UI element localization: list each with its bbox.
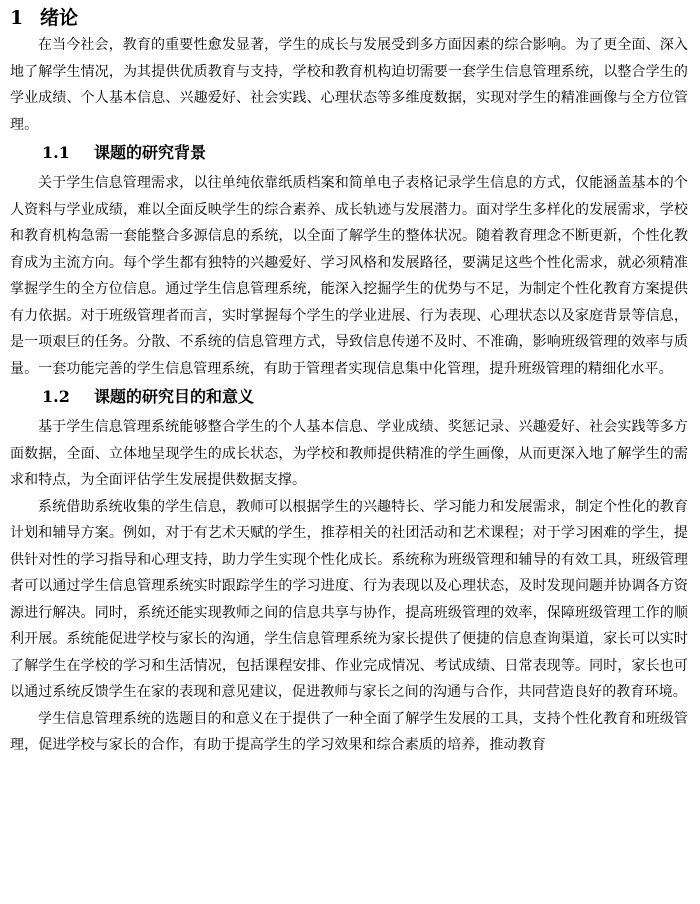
section-1-2-paragraph: 基于学生信息管理系统能够整合学生的个人基本信息、学业成绩、奖惩记录、兴趣爱好、社会实践等多方面数据，全面、立体地呈现学生的成长状态，为学校和教师提供精准的学生画像，从而更深入地了解学生的需求和特点，为全面评估学生发展提供数据支撑。 [10,419,688,488]
section-number-1-2: 1.2 [42,387,70,406]
section-number-1-1: 1.1 [42,143,70,162]
chapter-title: 绪论 [40,7,79,29]
section-title-1-2: 课题的研究目的和意义 [94,387,255,406]
section-heading-1-1 [42,140,688,166]
section-1-2-paragraph: 系统借助系统收集的学生信息，教师可以根据学生的兴趣特长、学习能力和发展需求，制定个性化的教育计划和辅导方案。例如，对于有艺术天赋的学生，推荐相关的社团活动和艺术课程；对于学习困难的学生，提供针对性的学习指导和心理支持，助力学生实现个性化成长。系统称为班级管理和辅导的有效工具，班级管理者可以通过学生信息管理系统实时跟踪学生的学习进度、行为表现以及心理状态，及时发现问题并协调各方资源进行解决。同时，系统还能实现教师之间的信息共享与协作，提高班级管理的效率，保障班级管理工作的顺利开展。系统能促进学校与家长的沟通，学生信息管理系统为家长提供了便捷的信息查询渠道，家长可以实时了解学生在学校的学习和生活情况，包括课程安排、作业完成情况、考试成绩、日常表现等。同时，家长也可以通过系统反馈学生在家的表现和意见建议，促进教师与家长之间的沟通与合作，共同营造良好的教育环境。 [10,498,688,700]
chapter-number: 1 [10,7,24,29]
section-1-2-paragraph: 学生信息管理系统的选题目的和意义在于提供了一种全面了解学生发展的工具，支持个性化教育和班级管理，促进学校与家长的合作，有助于提高学生的学习效果和综合素质的培养，推动教育 [10,710,688,753]
section-title-1-1: 课题的研究背景 [94,143,207,162]
section-1-1-paragraph: 关于学生信息管理需求，以往单纯依靠纸质档案和简单电子表格记录学生信息的方式，仅能涵盖基本的个人资料与学业成绩，难以全面反映学生的综合素养、成长轨迹与发展潜力。面对学生多样化的发展需求，学校和教育机构急需一套能整合多源信息的系统，以全面了解学生的整体状况。随着教育理念不断更新，个性化教育成为主流方向。每个学生都有独特的兴趣爱好、学习风格和发展路径，要满足这些个性化需求，就必须精准掌握学生的全方位信息。通过学生信息管理系统，能深入挖掘学生的优势与不足，为制定个性化教育方案提供有力依据。对于班级管理者而言，实时掌握每个学生的学业进展、行为表现、心理状态以及家庭背景等信息，是一项艰巨的任务。分散、不系统的信息管理方式，导致信息传递不及时、不准确，影响班级管理的效率与质量。一套功能完善的学生信息管理系统，有助于管理者实现信息集中化管理，提升班级管理的精细化水平。 [10,175,688,377]
section-heading-1-2 [42,384,688,410]
document-page [10,0,688,759]
chapter-heading [10,4,688,32]
chapter-intro-paragraph: 在当今社会，教育的重要性愈发显著，学生的成长与发展受到多方面因素的综合影响。为了更全面、深入地了解学生情况，为其提供优质教育与支持，学校和教育机构迫切需要一套学生信息管理系统，以整合学生的学业成绩、个人基本信息、兴趣爱好、社会实践、心理状态等多维度数据，实现对学生的精准画像与全方位管理。 [10,37,688,133]
